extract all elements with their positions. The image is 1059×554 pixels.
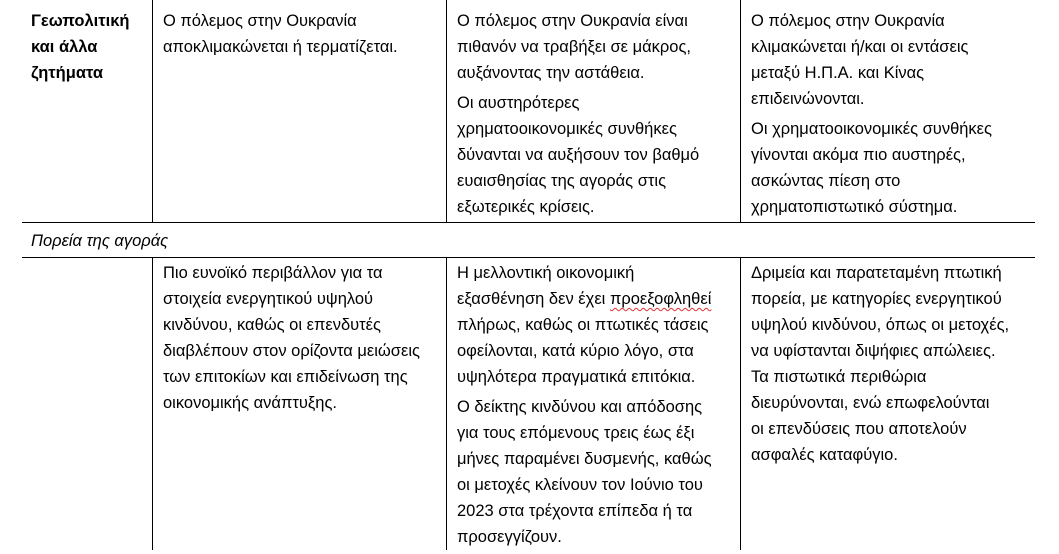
cell-geopolitics-scenario-3 <box>751 8 1041 224</box>
text-line: υψηλότερα πραγματικά επιτόκια. <box>457 368 696 386</box>
row-header-line: και άλλα <box>31 38 98 56</box>
text-line: χρηματοοικονομικές συνθήκες <box>457 120 677 138</box>
paragraph <box>457 394 739 550</box>
row-header-line: Γεωπολιτική <box>31 12 130 30</box>
text-line: προσεγγίζουν. <box>457 528 562 546</box>
paragraph <box>751 116 1041 220</box>
cell-geopolitics-scenario-1 <box>163 8 443 64</box>
table-border <box>446 0 447 222</box>
text-line: αυξάνοντας την αστάθεια. <box>457 64 645 82</box>
text-line: Δριμεία και παρατεταμένη πτωτική <box>751 264 1002 282</box>
paragraph <box>457 8 737 86</box>
text-line: ασκώντας πίεση στο <box>751 172 901 190</box>
text-line: οι επενδύσεις που αποτελούν <box>751 420 967 438</box>
table-border <box>446 257 447 550</box>
table-border <box>152 0 153 222</box>
text-line: Ο δείκτης κινδύνου και απόδοσης <box>457 398 703 416</box>
section-label-market-path <box>31 228 168 254</box>
text-line: διαβλέπουν στον ορίζοντα μειώσεις <box>163 342 420 360</box>
text-line: οικονομικής ανάπτυξης. <box>163 394 337 412</box>
paragraph <box>457 90 737 220</box>
text-line: των επιτοκίων και επιδείνωση της <box>163 368 408 386</box>
text-line: αποκλιμακώνεται ή τερματίζεται. <box>163 38 398 56</box>
text-line: Οι αυστηρότερες <box>457 94 580 112</box>
text-line: Ο πόλεμος στην Ουκρανία <box>751 12 945 30</box>
text-line: πορεία, με κατηγορίες ενεργητικού <box>751 290 1002 308</box>
table-border <box>22 257 1035 258</box>
text-line: διευρύνονται, ενώ επωφελούνται <box>751 394 990 412</box>
row-header-line: ζητήματα <box>31 64 104 82</box>
text-line: γίνονται ακόμα πιο αυστηρές, <box>751 146 966 164</box>
text-line: Ο πόλεμος στην Ουκρανία <box>163 12 357 30</box>
text-line: κλιμακώνεται ή/και οι εντάσεις <box>751 38 969 56</box>
text-line: δύνανται να αυξήσουν τον βαθμό <box>457 146 700 164</box>
table-border <box>740 0 741 222</box>
text-line: ασφαλές καταφύγιο. <box>751 446 898 464</box>
text-line: Ο πόλεμος στην Ουκρανία είναι <box>457 12 688 30</box>
text-line: υψηλού κινδύνου, όπως οι μετοχές, <box>751 316 1010 334</box>
text-line: ευαισθησίας της αγοράς στις <box>457 172 667 190</box>
paragraph <box>163 260 443 416</box>
section-label-text: Πορεία της αγοράς <box>31 232 169 250</box>
text-line: οι μετοχές κλείνουν τον Ιούνιο του <box>457 476 703 494</box>
text-line: στοιχεία ενεργητικού υψηλού <box>163 290 374 308</box>
text-line: για τους επόμενους τρεις έως έξι <box>457 424 695 442</box>
text-line: μεταξύ Η.Π.Α. και Κίνας <box>751 64 925 82</box>
cell-market-scenario-3 <box>751 260 1046 472</box>
text-line: πιθανόν να τραβήξει σε μάκρος, <box>457 38 692 56</box>
text-line: Η μελλοντική οικονομική <box>457 264 635 282</box>
row-header-geopolitics <box>31 8 149 86</box>
text-line: οφείλονται, κατά κύριο λόγο, στα <box>457 342 694 360</box>
paragraph <box>751 260 1046 468</box>
cell-market-scenario-2 <box>457 260 739 554</box>
spellcheck-word: προεξοφληθεί <box>609 290 712 308</box>
table-border <box>152 257 153 550</box>
text-line: 2023 στα τρέχοντα επίπεδα ή τα <box>457 502 693 520</box>
text-line: Οι χρηματοοικονομικές συνθήκες <box>751 120 992 138</box>
paragraph <box>751 8 1041 112</box>
table-border <box>740 257 741 550</box>
paragraph <box>457 260 739 390</box>
text-line: χρηματοπιστωτικό σύστημα. <box>751 198 958 216</box>
cell-market-scenario-1 <box>163 260 443 420</box>
text-line: εξωτερικές κρίσεις. <box>457 198 595 216</box>
text-line: Τα πιστωτικά περιθώρια <box>751 368 927 386</box>
paragraph <box>163 8 443 60</box>
text-line: επιδεινώνονται. <box>751 90 865 108</box>
text-line: να υφίστανται διψήφιες απώλειες. <box>751 342 996 360</box>
text-line: Πιο ευνοϊκό περιβάλλον για τα <box>163 264 383 282</box>
text-line: εξασθένηση δεν έχει <box>457 290 606 308</box>
text-line: κινδύνου, καθώς οι επενδυτές <box>163 316 381 334</box>
cell-geopolitics-scenario-2 <box>457 8 737 224</box>
text-line: μήνες παραμένει δυσμενής, καθώς <box>457 450 712 468</box>
text-line: πλήρως, καθώς οι πτωτικές τάσεις <box>457 316 709 334</box>
